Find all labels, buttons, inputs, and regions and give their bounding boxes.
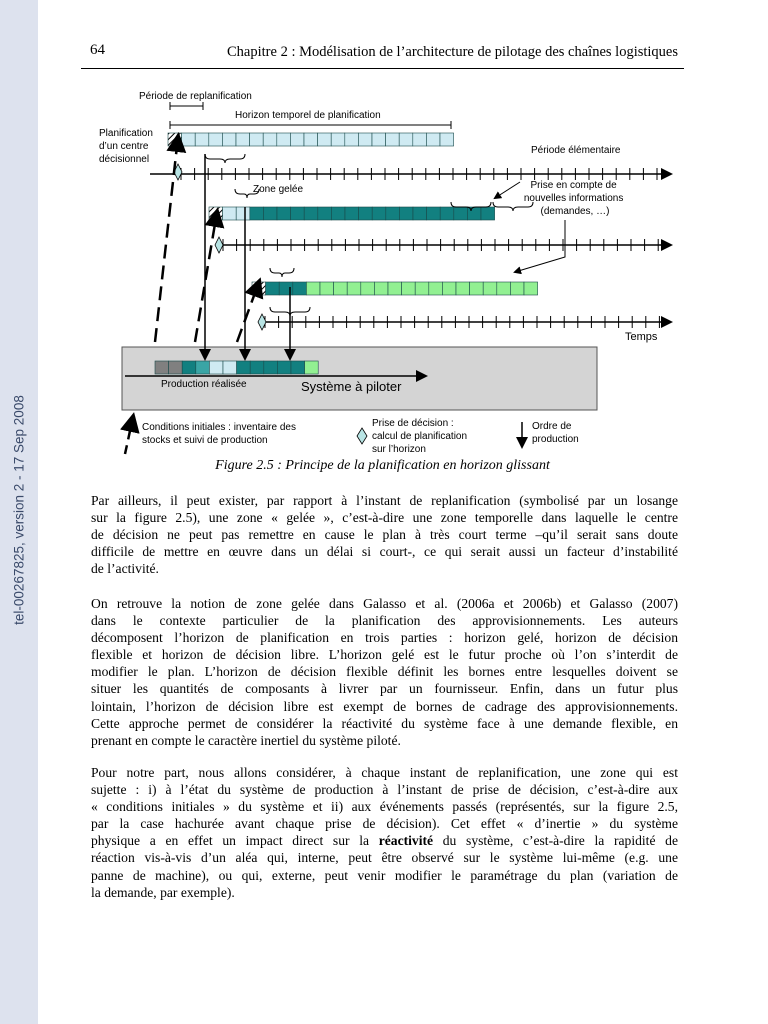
text-line: flexible et horizon de décision libre. L’horizon gelé est le futur proche où l’on s’interdit de bbox=[91, 647, 678, 663]
plan-cell bbox=[481, 207, 495, 220]
text-line: Cette approche permet de considérer la réactivité du système face à une demande flexible, en bbox=[91, 715, 678, 731]
plan-cell bbox=[168, 133, 182, 146]
text-line: dans le contexte particulier de la planification des approvisionnements. Les auteurs bbox=[91, 613, 678, 629]
plan-cell bbox=[386, 207, 400, 220]
text-line: réaction vis-à-vis d’un aléa qui, interne, peut être observé sur le système lui-même (e.g. une bbox=[91, 850, 678, 866]
plan-cell bbox=[223, 207, 237, 220]
figure-rolling-horizon bbox=[95, 82, 675, 457]
plan-cell bbox=[304, 133, 318, 146]
plan-cell bbox=[331, 207, 345, 220]
label-periode-elementaire: Période élémentaire bbox=[531, 145, 621, 156]
plan-cell bbox=[440, 207, 454, 220]
plan-cell bbox=[483, 282, 497, 295]
text-line: « conditions initiales » du système et ii) aux événements passés (représentés, sur la figure 2.5, bbox=[91, 799, 678, 815]
plan-row-3 bbox=[252, 282, 538, 295]
label-systeme: Système à piloter bbox=[301, 379, 402, 394]
plan-cell bbox=[236, 207, 250, 220]
page-header bbox=[81, 42, 684, 69]
plan-cell bbox=[345, 133, 359, 146]
plan-cell bbox=[277, 133, 291, 146]
label-planification: Planification d’un centre décisionnel bbox=[99, 128, 153, 165]
label-temps: Temps bbox=[625, 331, 658, 343]
text-line: On retrouve la notion de zone gelée dans Galasso et al. (2006a et 2006b) et Galasso (2007) bbox=[91, 596, 678, 611]
initial-condition-arrows bbox=[155, 137, 259, 342]
plan-cell bbox=[402, 282, 416, 295]
plan-cell bbox=[358, 133, 372, 146]
timelines bbox=[150, 168, 670, 328]
plan-cell bbox=[524, 282, 538, 295]
legend bbox=[125, 417, 579, 455]
text-run: du système, c’est-à-dire la rapidité de bbox=[433, 833, 678, 849]
plan-cell bbox=[279, 282, 293, 295]
text-line: de décision ne peut pas remettre en cause le plan à très court terme –qu’il serait sans doute bbox=[91, 527, 678, 543]
plan-cell bbox=[195, 133, 209, 146]
plan-cell bbox=[304, 207, 318, 220]
production-cell bbox=[223, 361, 237, 374]
plan-cell bbox=[497, 282, 511, 295]
plan-cell bbox=[427, 207, 441, 220]
archive-stamp: tel-00267825, version 2 - 17 Sep 2008 bbox=[11, 395, 27, 625]
figure-caption: Figure 2.5 : Principe de la planification en horizon glissant bbox=[215, 458, 550, 473]
text-line: difficile de mettre en œuvre dans un délai si court-, ce qui serait aussi un facteur d’instabilité bbox=[91, 544, 678, 560]
text-line: modifier le plan. L’horizon de décision flexible définit les bornes entre lesquelles doivent se bbox=[91, 664, 678, 680]
plan-cell bbox=[456, 282, 470, 295]
text-line bbox=[91, 832, 678, 849]
text-line: lointain, l’horizon de décision libre est exempt de bornes de cadrage des approvisionnements. bbox=[91, 698, 678, 714]
production-cell bbox=[250, 361, 264, 374]
production-cell bbox=[277, 361, 291, 374]
plan-cell bbox=[415, 282, 429, 295]
plan-row-1 bbox=[168, 133, 454, 146]
production-cell bbox=[305, 361, 319, 374]
label-zone-gelee: Zone gelée bbox=[253, 184, 304, 195]
plan-cell bbox=[318, 133, 332, 146]
plan-cell bbox=[361, 282, 375, 295]
plan-cell bbox=[372, 207, 386, 220]
plan-cell bbox=[250, 133, 264, 146]
production-cell bbox=[264, 361, 278, 374]
text-line: Pour notre part, nous allons considérer, à chaque instant de replanification, une zone qui est bbox=[91, 765, 678, 780]
plan-cell bbox=[266, 282, 280, 295]
text-line: la demande, par exemple). bbox=[91, 884, 235, 900]
text-line: sujette : i) à l’état du système de production à l’instant de prise de décision, c’est-à-dire aux bbox=[91, 782, 678, 798]
plan-cell bbox=[413, 207, 427, 220]
text-line: décomposent l’horizon de planification en trois parties : horizon gelé, horizon de décision bbox=[91, 630, 678, 646]
production-cell bbox=[182, 361, 196, 374]
production-cell bbox=[291, 361, 305, 374]
plan-cell bbox=[372, 133, 386, 146]
chapter-title: Chapitre 2 : Modélisation de l’architecture de pilotage des chaînes logistiques bbox=[227, 44, 678, 60]
plan-cell bbox=[426, 133, 440, 146]
production-bar bbox=[155, 361, 318, 374]
svg-text:Conditions initiales : inventa: Conditions initiales : inventaire des stocks et suivi de production bbox=[142, 422, 296, 446]
production-cell bbox=[155, 361, 169, 374]
plan-cell bbox=[510, 282, 524, 295]
plan-cell bbox=[291, 207, 305, 220]
plan-cell bbox=[467, 207, 481, 220]
plan-cell bbox=[399, 133, 413, 146]
paragraph-1 bbox=[91, 492, 678, 577]
production-cell bbox=[209, 361, 223, 374]
plan-cell bbox=[454, 207, 468, 220]
text-line: par la case hachurée avant chaque prise de décision). Cet effet « d’inertie » du système bbox=[91, 816, 678, 832]
text-line: sur la figure 2.5), une zone « gelée », c’est-à-dire une zone temporelle dans laquelle le centre bbox=[91, 510, 678, 526]
plan-cell bbox=[470, 282, 484, 295]
text-line: prenant en compte le caractère inertiel du système piloté. bbox=[91, 732, 401, 748]
plan-cell bbox=[236, 133, 250, 146]
plan-cell bbox=[250, 207, 264, 220]
plan-cell bbox=[290, 133, 304, 146]
production-cell bbox=[169, 361, 183, 374]
archive-side-strip bbox=[0, 0, 38, 1024]
plan-cell bbox=[263, 207, 277, 220]
svg-text:Ordre deproduction: Ordre de production bbox=[532, 421, 579, 445]
label-periode-replanification: Période de replanification bbox=[139, 91, 252, 102]
plan-cell bbox=[318, 207, 332, 220]
text-run: physique a en effet un impact direct sur la bbox=[91, 833, 379, 849]
plan-cell bbox=[263, 133, 277, 146]
svg-text:Prise de décision :calcul de p: Prise de décision : calcul de planification sur l’horizon bbox=[372, 418, 468, 455]
plan-cell bbox=[222, 133, 236, 146]
plan-cell bbox=[386, 133, 400, 146]
plan-cell bbox=[347, 282, 361, 295]
plan-cell bbox=[182, 133, 196, 146]
plan-cell bbox=[359, 207, 373, 220]
text-line: de l’activité. bbox=[91, 561, 159, 577]
plan-cell bbox=[320, 282, 334, 295]
label-prise-en-compte: Prise en compte de nouvelles informations (demandes, …) bbox=[523, 180, 624, 217]
plan-cell bbox=[209, 133, 223, 146]
plan-cell bbox=[345, 207, 359, 220]
arrow-new-info-1 bbox=[495, 182, 520, 198]
plan-cell bbox=[277, 207, 291, 220]
text-line: Par ailleurs, il peut exister, par rapport à l’instant de replanification (symbolisé par un losange bbox=[91, 493, 678, 508]
plan-cell bbox=[374, 282, 388, 295]
paragraph-3 bbox=[91, 764, 678, 901]
plan-cell bbox=[399, 207, 413, 220]
text-line: situer les quantités de composants à livrer par un fournisseur. Enfin, dans un futur plus bbox=[91, 681, 678, 697]
plan-cell bbox=[334, 282, 348, 295]
production-cell bbox=[196, 361, 210, 374]
plan-cell bbox=[440, 133, 454, 146]
plan-cell bbox=[413, 133, 427, 146]
label-production-realisee: Production réalisée bbox=[161, 379, 247, 390]
text-line: panne de machine), ou qui, externe, peut venir modifier le paramétrage du plan (variation de bbox=[91, 867, 678, 883]
production-cell bbox=[237, 361, 251, 374]
label-horizon: Horizon temporel de planification bbox=[235, 110, 381, 121]
plan-cell bbox=[293, 282, 307, 295]
bold-term: réactivité bbox=[378, 833, 434, 849]
plan-cell bbox=[442, 282, 456, 295]
plan-cell bbox=[429, 282, 443, 295]
paragraph-2 bbox=[91, 595, 678, 749]
page-number: 64 bbox=[90, 42, 105, 58]
plan-cell bbox=[388, 282, 402, 295]
plan-row-2 bbox=[209, 207, 495, 220]
plan-cell bbox=[306, 282, 320, 295]
plan-cell bbox=[331, 133, 345, 146]
